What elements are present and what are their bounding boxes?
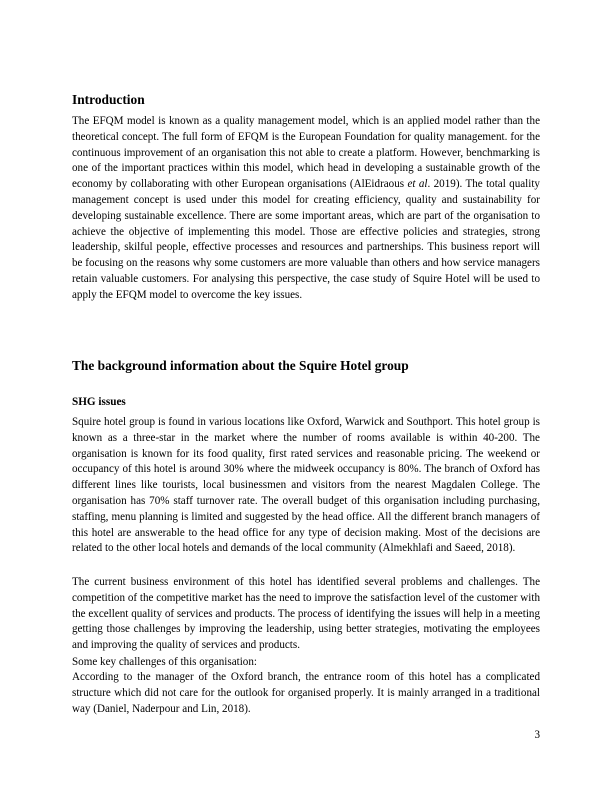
page-number: 3 (534, 729, 540, 741)
background-heading: The background information about the Squire Hotel group (72, 358, 409, 373)
shg-issues-paragraph-4: According to the manager of the Oxford branch, the entrance room of this hotel has a complicated structure which did not care for the outlook for organised properly. It is mainly arranged in a traditional way (Daniel, Naderpour and Lin, 2018). (72, 671, 540, 715)
shg-issues-paragraph-2: The current business environment of this hotel has identified several problems and challenges. The competition of the competitive market has the need to improve the satisfaction level of the customer with the excellent quality of services and products. The process of identifying the issues will help in a meeting getting those challenges by improving the leadership, using better strategies, motivating the employees and improving the quality of services and products. (72, 576, 540, 652)
introduction-paragraph (72, 114, 540, 304)
document-page (72, 0, 540, 792)
introduction-text-end: . 2019). The total quality management concept is used under this model for creating efficiency, quality and sustainability for developing sustainable excellence. There are some important areas, which are part of the organisation to achieve the objective of implementing this model. Those are effective policies and strategies, strong leadership, skilful people, effective processes and resources and partnerships. This business report will be focusing on the reasons why some customers are more valuable than others and how service managers retain valuable customers. For analysing this perspective, the case study of Squire Hotel will be used to apply the EFQM model to overcome the key issues. (72, 178, 540, 301)
shg-issues-paragraph-1: Squire hotel group is found in various locations like Oxford, Warwick and Southport. This hotel group is known as a three-star in the market where the number of rooms available is within 40-200. The organisation is known for its food quality, first rated services and reasonable pricing. The weekend or occupancy of this hotel is around 30% where the midweek occupancy is 80%. The branch of Oxford has different lines like tourists, local businessmen and visitors from the nearest Magdalen College. The organisation has 70% staff turnover rate. The overall budget of this organisation including purchasing, staffing, menu planning is limited and suggested by the head office. All the different branch managers of this hotel are answerable to the head office for any type of decision making. Most of the decisions are related to the other local hotels and demands of the local community (Almekhlafi and Saeed, 2018). (72, 416, 540, 555)
shg-issues-heading: SHG issues (72, 396, 126, 408)
shg-issues-paragraph-3: Some key challenges of this organisation: (72, 656, 257, 668)
introduction-text-start: The EFQM model is known as a quality management model, which is an applied model rather than the theoretical concept. The full form of EFQM is the European Foundation for quality management. for the continuous improvement of an organisation this not able to create a platform. However, benchmarking is one of the important practices within this model, which head in developing a sustainable growth of the economy by collaborating with other European organisations (AlEidraous (72, 115, 540, 191)
introduction-heading: Introduction (72, 92, 145, 107)
introduction-citation-italic: et al (407, 178, 428, 191)
